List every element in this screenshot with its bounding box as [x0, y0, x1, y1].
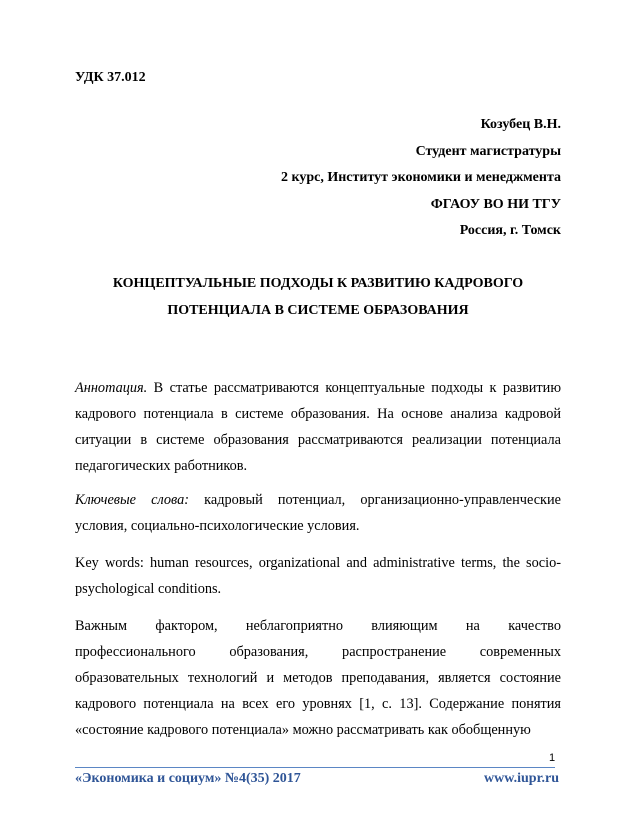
keywords-label: Ключевые слова:: [75, 492, 190, 508]
footer-divider: [75, 767, 555, 768]
annotation-label: Аннотация.: [75, 380, 148, 396]
udc-code: УДК 37.012: [75, 70, 146, 85]
author-university: ФГАОУ ВО НИ ТГУ: [430, 196, 561, 212]
author-location: Россия, г. Томск: [459, 223, 561, 238]
footer-journal: «Экономика и социум» №4(35) 2017: [75, 771, 301, 786]
body-paragraph: Важным фактором, неблагоприятно влияющим на качество профессионального образования, распространение современных образовательных технологий и методов преподавания, является состояние кадрового потенциала на всех его уровнях [1, с. 13]. Содержание понятия «состояние кадрового потенциала» можно рассматривать как обобщенную: [75, 618, 561, 738]
keywords-paragraph: [75, 487, 561, 539]
keywords-text: кадровый потенциал, организационно-управленческие условия, социально-психологические условия.: [75, 492, 561, 534]
footer-website[interactable]: www.iupr.ru: [484, 771, 559, 786]
author-course: 2 курс, Институт экономики и менеджмента: [280, 170, 561, 185]
page-number: 1: [549, 752, 556, 764]
author-name: Козубец В.Н.: [480, 117, 561, 132]
annotation-text: В статье рассматриваются концептуальные подходы к развитию кадрового потенциала в системе образования. На основе анализа кадровой ситуации в системе образования рассматриваются реализации потенциала педагогических работников.: [75, 380, 561, 474]
author-status: Студент магистратуры: [415, 143, 561, 159]
keywords-en-paragraph: Key words: human resources, organizational and administrative terms, the socio-psychological conditions.: [75, 555, 561, 597]
annotation-paragraph: [75, 375, 561, 479]
title-line-1: КОНЦЕПТУАЛЬНЫЕ ПОДХОДЫ К РАЗВИТИЮ КАДРОВОГО: [112, 276, 524, 291]
article-title: [75, 270, 561, 324]
title-line-2: ПОТЕНЦИАЛА В СИСТЕМЕ ОБРАЗОВАНИЯ: [167, 303, 469, 318]
author-block: [281, 112, 561, 245]
